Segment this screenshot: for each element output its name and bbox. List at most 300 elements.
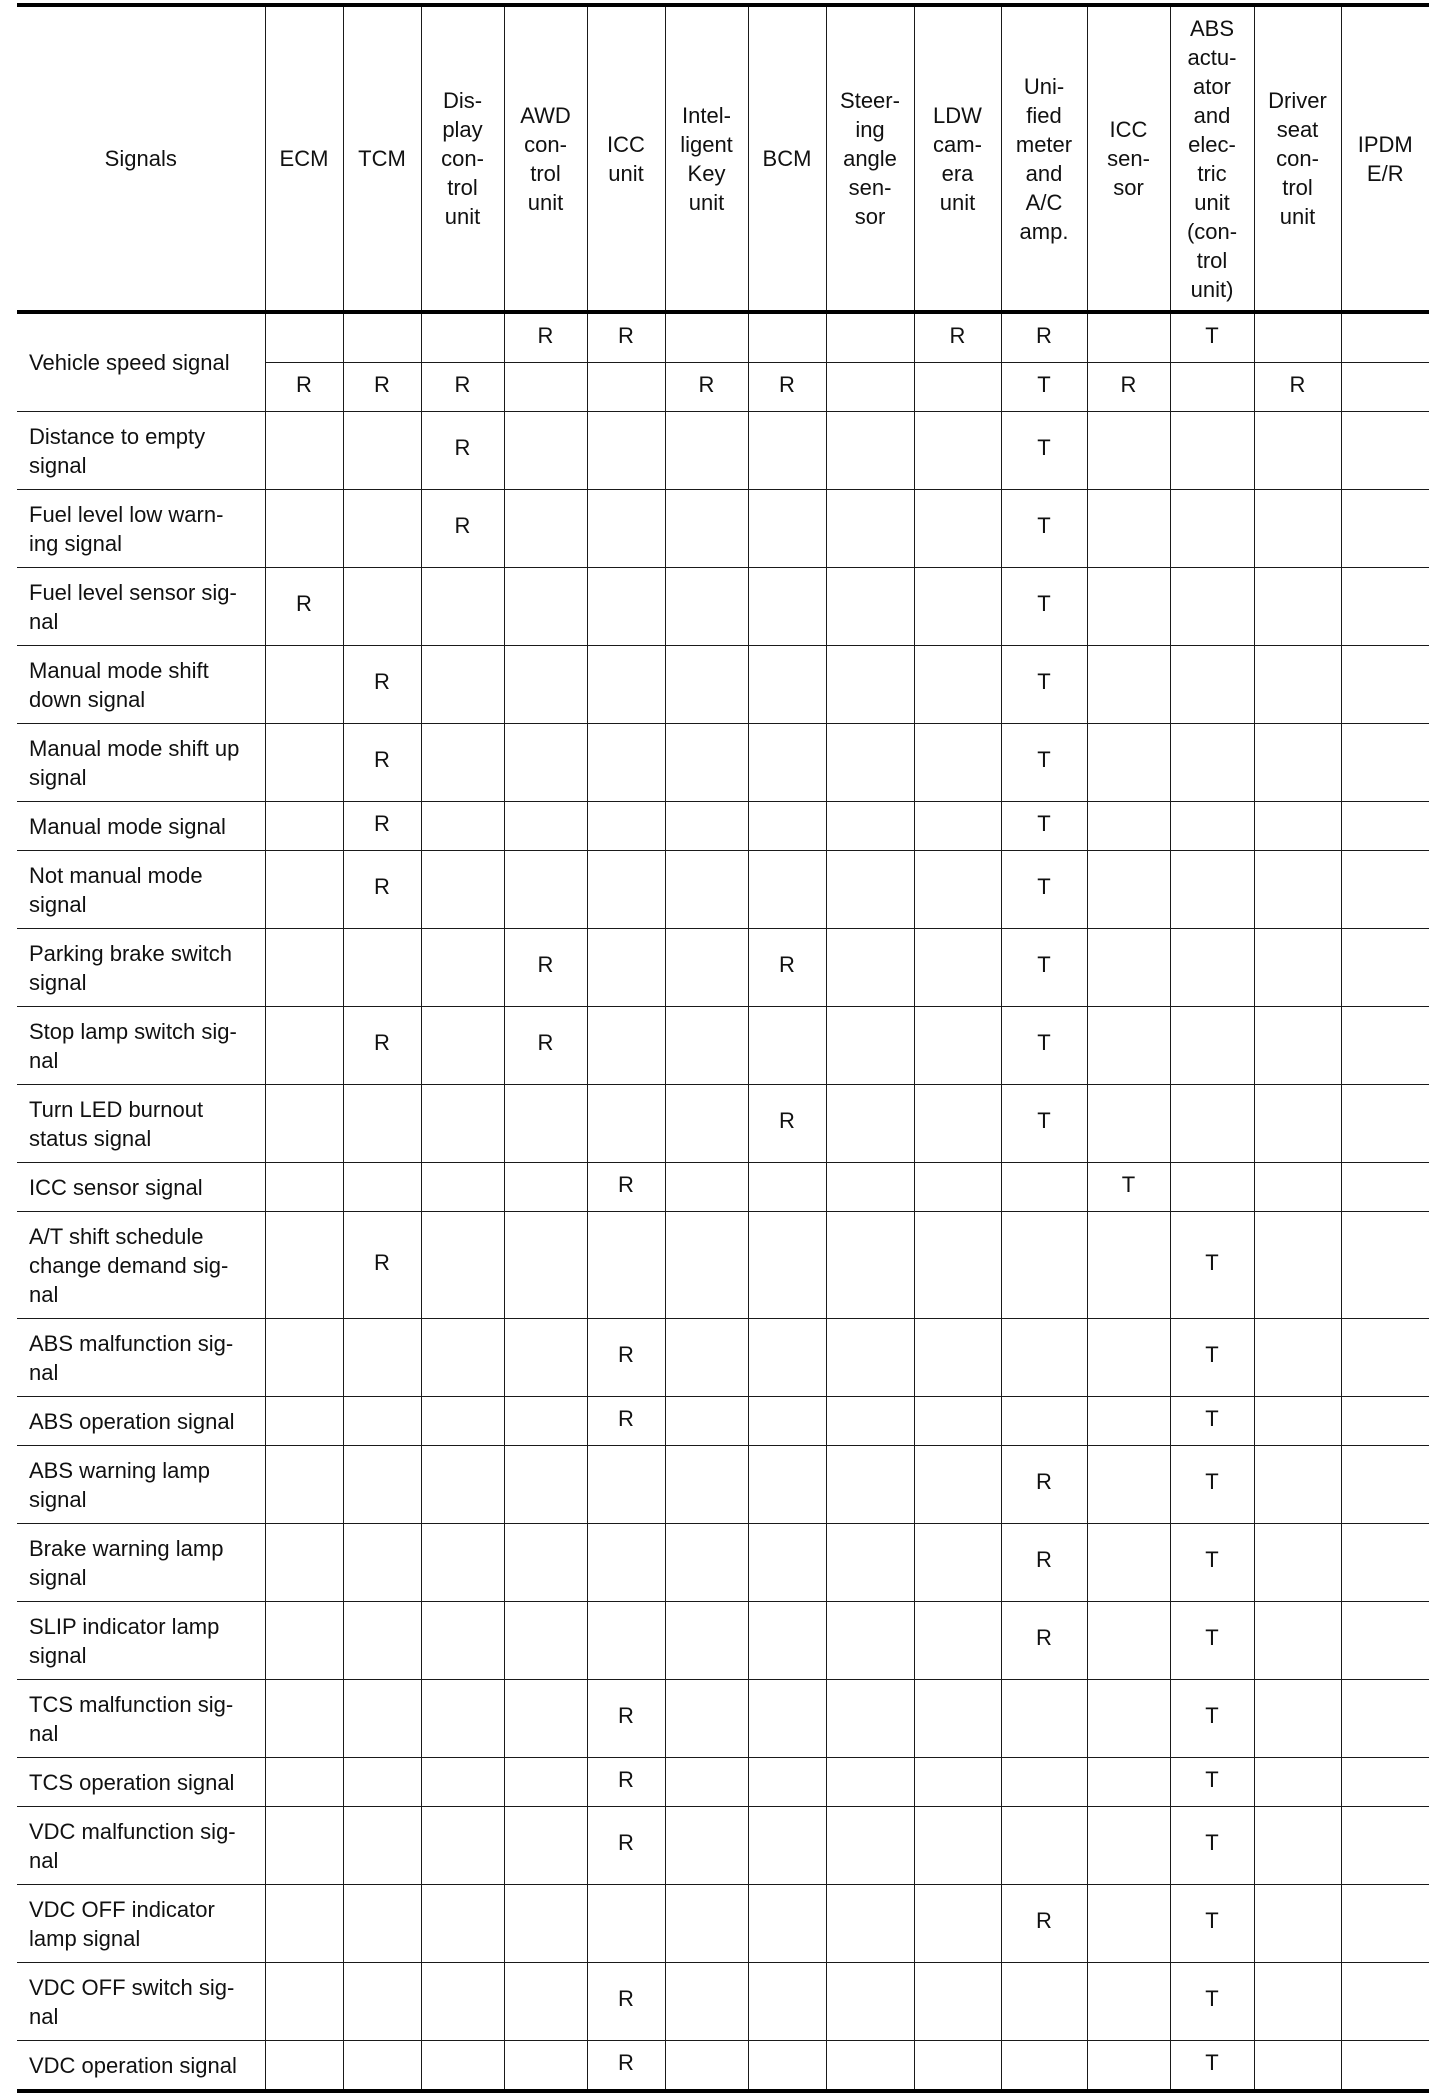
signal-cell (265, 1758, 343, 1807)
signal-cell (826, 1680, 914, 1758)
signal-cell (1341, 1163, 1429, 1212)
signal-cell (504, 646, 587, 724)
signal-cell: R (587, 1319, 665, 1397)
table-row (17, 1212, 1429, 1319)
signal-cell (826, 851, 914, 929)
signal-cell (1254, 312, 1341, 363)
signal-name: Manual mode signal (17, 802, 265, 851)
signal-cell: T (1001, 490, 1087, 568)
signal-cell (1087, 851, 1170, 929)
signal-cell (665, 1807, 748, 1885)
signal-cell (1087, 1963, 1170, 2041)
signal-cell (421, 1163, 504, 1212)
signal-cell (1087, 1885, 1170, 1963)
signal-cell: R (587, 1680, 665, 1758)
column-header: AWD con- trol unit (504, 5, 587, 312)
signal-cell (421, 802, 504, 851)
signal-cell (421, 1885, 504, 1963)
signal-cell (1170, 724, 1254, 802)
signal-cell (1254, 1524, 1341, 1602)
table-row (17, 1319, 1429, 1397)
signal-cell (265, 1963, 343, 2041)
column-header: Intel- ligent Key unit (665, 5, 748, 312)
signal-cell (826, 1007, 914, 1085)
signal-cell (421, 1319, 504, 1397)
signal-cell (748, 1602, 826, 1680)
signal-cell: R (1001, 1446, 1087, 1524)
signal-cell (665, 1602, 748, 1680)
signal-cell: R (265, 363, 343, 412)
signal-cell (265, 1680, 343, 1758)
signal-cell (748, 1446, 826, 1524)
signal-cell: T (1001, 412, 1087, 490)
signal-cell (1341, 1963, 1429, 2041)
signal-cell: T (1001, 646, 1087, 724)
signal-cell (1087, 1680, 1170, 1758)
signal-cell (665, 1212, 748, 1319)
signal-cell (421, 1602, 504, 1680)
signal-cell (826, 412, 914, 490)
signal-cell: R (587, 2041, 665, 2092)
signal-cell (1341, 1397, 1429, 1446)
signal-cell (1254, 2041, 1341, 2092)
signal-cell: R (748, 1085, 826, 1163)
signal-cell (826, 312, 914, 363)
signal-cell (1254, 724, 1341, 802)
signal-cell (826, 1885, 914, 1963)
signal-cell: R (504, 312, 587, 363)
signal-cell (1001, 1758, 1087, 1807)
signal-cell (1341, 1807, 1429, 1885)
signal-cell (665, 851, 748, 929)
signal-cell (1001, 2041, 1087, 2092)
signal-cell (665, 1319, 748, 1397)
signal-cell: R (343, 851, 421, 929)
signal-cell (826, 1212, 914, 1319)
signal-cell (1087, 1319, 1170, 1397)
signal-cell: T (1001, 1007, 1087, 1085)
signal-name: VDC OFF switch sig- nal (17, 1963, 265, 2041)
signal-cell (826, 2041, 914, 2092)
signal-cell (504, 1163, 587, 1212)
signal-cell: T (1170, 1963, 1254, 2041)
signal-name: Stop lamp switch sig- nal (17, 1007, 265, 1085)
signal-cell (587, 1446, 665, 1524)
table-row (17, 490, 1429, 568)
signal-cell (587, 1085, 665, 1163)
signal-cell: T (1170, 1807, 1254, 1885)
signal-cell (421, 724, 504, 802)
signal-cell (504, 1758, 587, 1807)
signal-cell (826, 1163, 914, 1212)
signal-cell: T (1170, 1524, 1254, 1602)
table-row (17, 646, 1429, 724)
signal-cell (504, 1602, 587, 1680)
signal-cell (421, 1963, 504, 2041)
column-header: ABS actu- ator and elec- tric unit (con- trol unit) (1170, 5, 1254, 312)
signal-cell: T (1001, 1085, 1087, 1163)
signal-cell (1001, 1807, 1087, 1885)
signal-cell (1341, 1602, 1429, 1680)
signal-cell (1341, 724, 1429, 802)
signal-cell (914, 1758, 1001, 1807)
signal-cell (1170, 412, 1254, 490)
signal-cell (1341, 1446, 1429, 1524)
signal-cell (1254, 1758, 1341, 1807)
signal-cell (914, 1885, 1001, 1963)
table-row (17, 312, 1429, 363)
signal-name: Fuel level sensor sig- nal (17, 568, 265, 646)
signal-cell (265, 929, 343, 1007)
signal-cell (1087, 1212, 1170, 1319)
signal-cell (504, 412, 587, 490)
table-row (17, 1524, 1429, 1602)
table-row (17, 1446, 1429, 1524)
signal-cell: R (748, 363, 826, 412)
signal-cell (826, 1446, 914, 1524)
signal-cell: T (1001, 802, 1087, 851)
signal-cell (1254, 1319, 1341, 1397)
signal-cell (1254, 412, 1341, 490)
signal-cell: R (343, 1212, 421, 1319)
signal-cell (748, 1807, 826, 1885)
table-row (17, 1807, 1429, 1885)
signal-cell: T (1170, 1212, 1254, 1319)
signal-cell: R (343, 1007, 421, 1085)
signal-cell (504, 568, 587, 646)
signal-cell (1341, 1885, 1429, 1963)
signal-name: ABS malfunction sig- nal (17, 1319, 265, 1397)
signal-cell (265, 851, 343, 929)
signal-cell (826, 929, 914, 1007)
signal-cell (265, 1446, 343, 1524)
signal-cell (1087, 2041, 1170, 2092)
signal-cell (421, 1680, 504, 1758)
signal-cell: R (748, 929, 826, 1007)
signal-cell (421, 568, 504, 646)
signal-cell (265, 1163, 343, 1212)
signal-cell (265, 1319, 343, 1397)
signal-cell (504, 851, 587, 929)
signal-cell (421, 929, 504, 1007)
signal-cell: T (1170, 2041, 1254, 2092)
signal-cell (1087, 568, 1170, 646)
signal-cell: T (1170, 1602, 1254, 1680)
signal-cell (1254, 1085, 1341, 1163)
signal-cell: R (587, 1963, 665, 2041)
signal-cell (748, 1680, 826, 1758)
signal-cell (1254, 1602, 1341, 1680)
signal-cell (826, 1963, 914, 2041)
signal-cell (665, 646, 748, 724)
signal-cell (343, 568, 421, 646)
signal-cell (1170, 646, 1254, 724)
signal-cell: R (914, 312, 1001, 363)
signal-cell (1087, 1758, 1170, 1807)
signal-cell (265, 1807, 343, 1885)
signal-cell: R (421, 363, 504, 412)
signal-cell (826, 802, 914, 851)
signal-cell (914, 1524, 1001, 1602)
column-header: Dis- play con- trol unit (421, 5, 504, 312)
signal-cell (587, 851, 665, 929)
signal-cell (748, 312, 826, 363)
signal-cell (665, 1397, 748, 1446)
signal-cell (1341, 802, 1429, 851)
signal-cell (665, 2041, 748, 2092)
signal-cell (1087, 1524, 1170, 1602)
column-header: Uni- fied meter and A/C amp. (1001, 5, 1087, 312)
signal-cell (748, 1319, 826, 1397)
signal-cell (665, 724, 748, 802)
signal-cell (343, 1758, 421, 1807)
signal-cell (665, 1680, 748, 1758)
signal-cell (421, 1212, 504, 1319)
signal-cell (1254, 646, 1341, 724)
signal-name: Vehicle speed signal (17, 312, 265, 412)
signal-cell (587, 412, 665, 490)
signal-cell (1341, 568, 1429, 646)
signal-cell (665, 1163, 748, 1212)
can-signal-table (17, 3, 1429, 2093)
signal-cell (665, 1524, 748, 1602)
signal-cell (504, 1397, 587, 1446)
signal-cell: T (1170, 1446, 1254, 1524)
column-header: ICC sen- sor (1087, 5, 1170, 312)
signal-cell (665, 802, 748, 851)
signal-cell: R (421, 412, 504, 490)
signal-cell (587, 929, 665, 1007)
signal-cell (1087, 1397, 1170, 1446)
signal-cell (343, 312, 421, 363)
signal-cell (343, 1680, 421, 1758)
signal-cell (343, 1163, 421, 1212)
signal-cell (1341, 312, 1429, 363)
signal-cell (914, 646, 1001, 724)
signal-cell (421, 2041, 504, 2092)
signal-cell: R (504, 929, 587, 1007)
signal-cell (826, 646, 914, 724)
signal-cell: R (587, 1807, 665, 1885)
signal-cell (1087, 490, 1170, 568)
signal-cell (914, 568, 1001, 646)
signal-cell (265, 312, 343, 363)
signal-cell (1170, 490, 1254, 568)
signal-cell (1001, 1963, 1087, 2041)
signal-cell (1341, 363, 1429, 412)
signal-cell (1341, 851, 1429, 929)
column-header: ICC unit (587, 5, 665, 312)
signal-cell (504, 1885, 587, 1963)
signal-cell: R (587, 312, 665, 363)
signal-cell (914, 929, 1001, 1007)
signal-cell (1254, 1212, 1341, 1319)
signal-cell: R (587, 1397, 665, 1446)
signal-cell (421, 1446, 504, 1524)
signal-cell (343, 1602, 421, 1680)
signal-cell (587, 363, 665, 412)
signal-cell (826, 1524, 914, 1602)
signal-cell (914, 2041, 1001, 2092)
signal-cell (748, 1758, 826, 1807)
signal-cell (1087, 1007, 1170, 1085)
signal-cell (343, 1085, 421, 1163)
signal-cell (748, 646, 826, 724)
signal-cell (1254, 490, 1341, 568)
signal-cell (914, 1446, 1001, 1524)
signal-cell (826, 1807, 914, 1885)
table-row (17, 1085, 1429, 1163)
signal-cell (265, 1885, 343, 1963)
signal-cell (265, 1524, 343, 1602)
signal-cell (587, 568, 665, 646)
signal-name: TCS malfunction sig- nal (17, 1680, 265, 1758)
signal-cell: R (265, 568, 343, 646)
signal-cell (343, 1963, 421, 2041)
signal-cell (1087, 1446, 1170, 1524)
signal-cell (914, 1163, 1001, 1212)
column-header: Driver seat con- trol unit (1254, 5, 1341, 312)
signal-cell (421, 1524, 504, 1602)
signal-cell (265, 646, 343, 724)
signal-cell: T (1170, 312, 1254, 363)
signal-cell (665, 568, 748, 646)
signal-cell (1170, 568, 1254, 646)
signal-cell (421, 851, 504, 929)
table-row (17, 1163, 1429, 1212)
signal-cell (265, 724, 343, 802)
signal-cell: T (1170, 1397, 1254, 1446)
signal-cell (914, 1807, 1001, 1885)
signal-cell (914, 1963, 1001, 2041)
signal-cell (748, 802, 826, 851)
signal-cell (265, 1007, 343, 1085)
signal-cell (1087, 1807, 1170, 1885)
table-row (17, 802, 1429, 851)
signal-cell: R (1001, 312, 1087, 363)
signal-cell (826, 1319, 914, 1397)
signal-name: ABS warning lamp signal (17, 1446, 265, 1524)
signal-cell: T (1170, 1885, 1254, 1963)
signal-cell (265, 2041, 343, 2092)
signal-cell (504, 1446, 587, 1524)
signal-cell (504, 1963, 587, 2041)
signal-cell (1087, 802, 1170, 851)
signal-cell (343, 412, 421, 490)
column-header: BCM (748, 5, 826, 312)
signal-cell (914, 363, 1001, 412)
signal-cell (748, 1212, 826, 1319)
signal-name: Not manual mode signal (17, 851, 265, 929)
signal-cell (504, 802, 587, 851)
signal-cell (504, 1680, 587, 1758)
signal-cell (587, 1007, 665, 1085)
signal-cell: T (1087, 1163, 1170, 1212)
signal-cell (504, 1524, 587, 1602)
signal-cell (1087, 646, 1170, 724)
column-header: ECM (265, 5, 343, 312)
signal-cell (1254, 1007, 1341, 1085)
signal-cell: R (343, 724, 421, 802)
signal-cell (1341, 412, 1429, 490)
signal-cell (587, 1212, 665, 1319)
signal-cell (1254, 851, 1341, 929)
signal-cell: T (1170, 1680, 1254, 1758)
signal-cell (265, 1397, 343, 1446)
signal-name: Turn LED burnout status signal (17, 1085, 265, 1163)
signal-cell (1254, 1680, 1341, 1758)
signal-cell (914, 802, 1001, 851)
signal-name: VDC operation signal (17, 2041, 265, 2092)
signal-cell (421, 646, 504, 724)
signal-cell (826, 724, 914, 802)
column-header: IPDM E/R (1341, 5, 1429, 312)
signal-cell (1341, 1085, 1429, 1163)
signal-cell (421, 1758, 504, 1807)
table-row (17, 929, 1429, 1007)
signal-table-page (17, 3, 1429, 2093)
signal-cell (826, 1602, 914, 1680)
signal-cell (1170, 1085, 1254, 1163)
signal-cell (748, 1007, 826, 1085)
table-row (17, 1758, 1429, 1807)
signal-cell: R (1254, 363, 1341, 412)
signal-cell (587, 724, 665, 802)
signal-cell (1341, 1524, 1429, 1602)
signal-cell (1254, 1397, 1341, 1446)
signal-cell (665, 1007, 748, 1085)
signal-cell: T (1170, 1319, 1254, 1397)
signal-name: Parking brake switch signal (17, 929, 265, 1007)
signal-cell (826, 1085, 914, 1163)
signal-cell (748, 568, 826, 646)
signal-name: Brake warning lamp signal (17, 1524, 265, 1602)
signal-cell (265, 802, 343, 851)
signal-cell (421, 312, 504, 363)
signal-cell (587, 1602, 665, 1680)
signal-cell: R (587, 1758, 665, 1807)
signal-cell (914, 851, 1001, 929)
signal-cell (343, 1397, 421, 1446)
signal-cell (1254, 1963, 1341, 2041)
signal-cell (1170, 851, 1254, 929)
signal-cell (343, 2041, 421, 2092)
table-row (17, 1680, 1429, 1758)
table-row (17, 568, 1429, 646)
signal-cell (748, 490, 826, 568)
signal-cell (265, 1085, 343, 1163)
signal-name: VDC OFF indicator lamp signal (17, 1885, 265, 1963)
signal-cell (343, 490, 421, 568)
signal-name: Fuel level low warn- ing signal (17, 490, 265, 568)
signal-cell (504, 1807, 587, 1885)
signal-cell (1254, 1163, 1341, 1212)
signal-cell (665, 1085, 748, 1163)
table-row (17, 412, 1429, 490)
signal-cell: T (1001, 724, 1087, 802)
signal-cell (1001, 1319, 1087, 1397)
signal-cell (343, 1446, 421, 1524)
signal-cell (421, 1397, 504, 1446)
signal-cell (1254, 1807, 1341, 1885)
signal-cell (587, 490, 665, 568)
signal-cell (914, 1085, 1001, 1163)
signal-cell (265, 1602, 343, 1680)
signal-name: TCS operation signal (17, 1758, 265, 1807)
signal-cell (826, 568, 914, 646)
signal-cell (748, 1885, 826, 1963)
signal-cell (1001, 1212, 1087, 1319)
